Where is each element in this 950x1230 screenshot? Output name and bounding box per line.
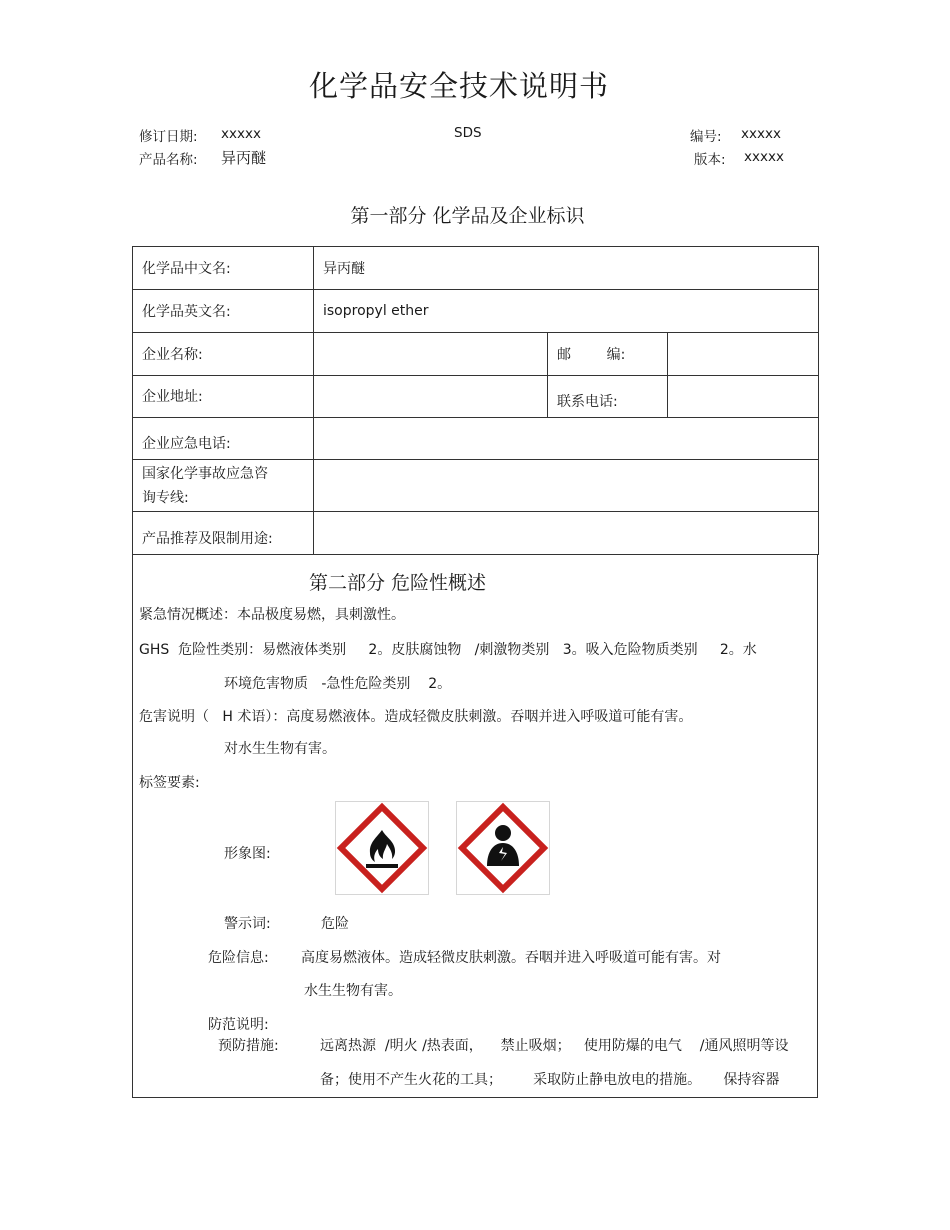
en-name-value: isopropyl ether xyxy=(314,290,819,333)
document-title: 化学品安全技术说明书 xyxy=(308,69,609,103)
pictogram-label: 形象图: xyxy=(224,846,271,862)
company-address-label: 企业地址: xyxy=(133,376,314,418)
prevention-line2: 备；使用不产生火花的工具； 采取防止静电放电的措施。 保持容器 xyxy=(320,1072,780,1088)
hazard-info-line2: 水生生物有害。 xyxy=(304,983,402,999)
label-elements-heading: 标签要素: xyxy=(139,775,200,791)
usage-value xyxy=(314,512,819,555)
signal-word-value: 危险 xyxy=(321,916,349,932)
emergency-phone-value xyxy=(314,418,819,460)
postcode-value xyxy=(668,333,819,376)
postcode-label: 邮 编: xyxy=(548,333,668,376)
hazard-statement-line2: 对水生生物有害。 xyxy=(224,741,336,757)
table-row xyxy=(133,460,819,512)
number-value: xxxxx xyxy=(741,126,781,142)
table-row xyxy=(133,247,819,290)
emergency-overview: 紧急情况概述：本品极度易燃，具刺激性。 xyxy=(139,607,405,623)
ghs-classification-line1: GHS 危险性类别：易燃液体类别 2。皮肤腐蚀物 /刺激物类别 3。吸入危险物质类别 2。水 xyxy=(139,642,757,658)
version-value: xxxxx xyxy=(744,149,784,165)
hazard-info-label: 危险信息: xyxy=(208,950,269,966)
number-label: 编号: xyxy=(690,129,722,145)
prevention-label: 预防措施: xyxy=(218,1038,279,1054)
identification-table xyxy=(132,246,819,555)
cn-name-label: 化学品中文名: xyxy=(133,247,314,290)
version-label: 版本: xyxy=(694,152,726,168)
company-name-label: 企业名称: xyxy=(133,333,314,376)
part2-heading: 第二部分 危险性概述 xyxy=(308,572,487,594)
product-name-label: 产品名称: xyxy=(139,152,198,168)
contact-phone-label: 联系电话: xyxy=(548,376,668,418)
revision-date-label: 修订日期: xyxy=(139,129,198,145)
prevention-line1: 远离热源 /明火 /热表面， 禁止吸烟； 使用防爆的电气 /通风照明等设 xyxy=(320,1038,789,1054)
signal-word-label: 警示词: xyxy=(224,916,271,932)
en-name-label: 化学品英文名: xyxy=(133,290,314,333)
hotline-label: 国家化学事故应急咨 询专线: xyxy=(133,460,314,512)
company-address-value xyxy=(314,376,548,418)
hotline-value xyxy=(314,460,819,512)
ghs-classification-line2: 环境危害物质 -急性危险类别 2。 xyxy=(224,676,452,692)
table-row xyxy=(133,512,819,555)
table-row xyxy=(133,333,819,376)
table-row xyxy=(133,418,819,460)
company-name-value xyxy=(314,333,548,376)
usage-label: 产品推荐及限制用途: xyxy=(133,512,314,555)
table-row xyxy=(133,290,819,333)
part1-heading: 第一部分 化学品及企业标识 xyxy=(350,205,585,227)
flame-icon xyxy=(335,801,429,895)
precaution-label: 防范说明: xyxy=(208,1017,269,1033)
hazard-statement-line1: 危害说明（ H 术语）：高度易燃液体。造成轻微皮肤刺激。吞咽并进入呼吸道可能有害。 xyxy=(139,709,693,725)
contact-phone-value xyxy=(668,376,819,418)
product-name-value: 异丙醚 xyxy=(221,149,267,167)
sds-code: SDS xyxy=(454,125,482,141)
emergency-phone-label: 企业应急电话: xyxy=(133,418,314,460)
hazard-info-line1: 高度易燃液体。造成轻微皮肤刺激。吞咽并进入呼吸道可能有害。对 xyxy=(301,950,721,966)
revision-date-value: xxxxx xyxy=(221,126,261,142)
cn-name-value: 异丙醚 xyxy=(314,247,819,290)
table-row xyxy=(133,376,819,418)
health-hazard-icon xyxy=(456,801,550,895)
